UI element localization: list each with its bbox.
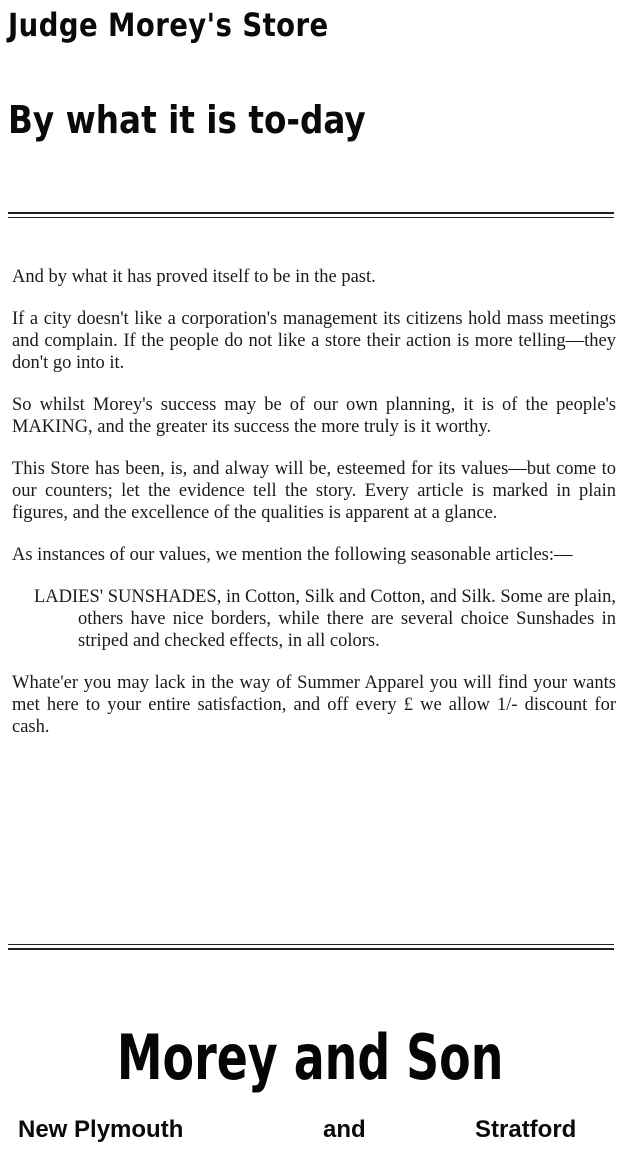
location-stratford: Stratford [475, 1116, 577, 1143]
top-divider [8, 212, 614, 221]
ad-body [12, 266, 616, 758]
store-name [0, 1018, 620, 1098]
bottom-divider [8, 944, 614, 953]
paragraph-instances: As instances of our values, we mention the following seasonable articles:— [12, 545, 573, 565]
paragraph-success: So whilst Morey's success may be of our own planning, it is of the people's MAKING, and the greater its success the more truly is it worthy. [12, 395, 616, 437]
paragraph-city: If a city doesn't like a corporation's management its citizens hold mass meetings and complain. If the people do not like a store their action is more telling—they don't go into it. [12, 309, 616, 373]
paragraph-sunshades: LADIES' SUNSHADES, in Cotton, Silk and Cotton, and Silk. Some are plain, others have nice borders, while there are several choice Sunshades in striped and checked effects, in all colors. [34, 587, 616, 651]
paragraph-intro: And by what it has proved itself to be in the past. [12, 267, 376, 287]
paragraph-values: This Store has been, is, and alway will be, esteemed for its values—but come to our counters; let the evidence tell the story. Every article is marked in plain figures, and the excellence of the qualities is apparent at a glance. [12, 459, 616, 523]
location-new-plymouth: New Plymouth [18, 1116, 184, 1143]
ad-title: Judge Morey's Store [8, 6, 329, 44]
paragraph-summer-apparel: Whate'er you may lack in the way of Summer Apparel you will find your wants met here to your entire satisfaction, and off every £ we allow 1/- discount for cash. [12, 673, 616, 737]
ad-subtitle: By what it is to-day [8, 98, 366, 142]
location-conjunction: and [323, 1116, 366, 1143]
store-name-text: Morey and Son [116, 1021, 504, 1094]
